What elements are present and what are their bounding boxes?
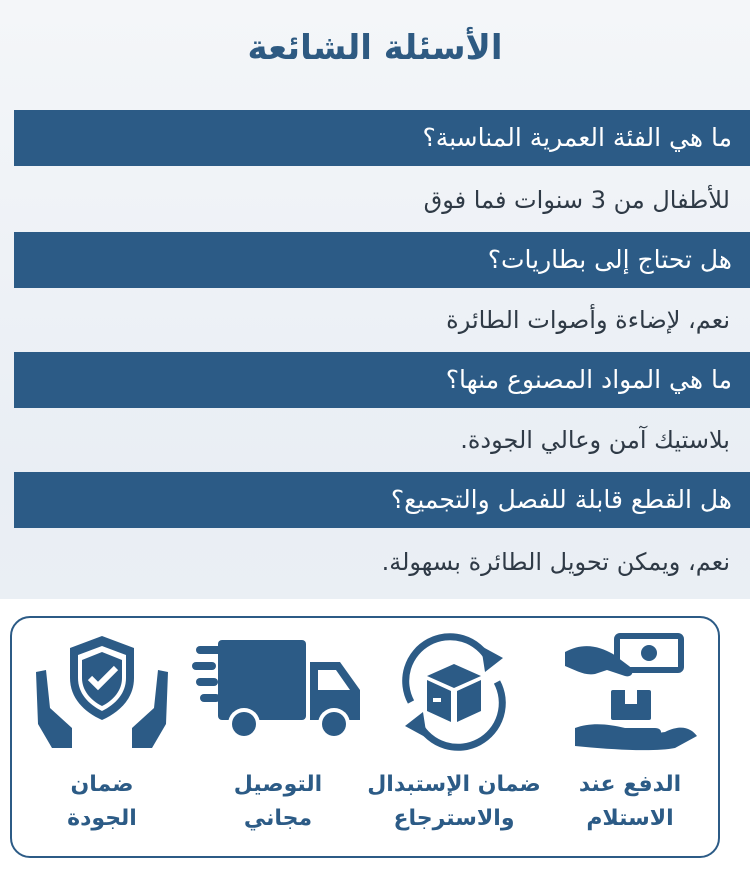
- features-section: [0, 599, 750, 875]
- quality-shield-hands-icon: [32, 632, 172, 752]
- delivery-truck-icon: [188, 632, 368, 752]
- faq-question-2: هل تحتاج إلى بطاريات؟: [14, 232, 750, 288]
- faq-answer-1: للأطفال من 3 سنوات فما فوق: [423, 186, 730, 214]
- feature-label-cash: الدفع عند الاستلام: [578, 772, 682, 831]
- faq-question-3: ما هي المواد المصنوع منها؟: [14, 352, 750, 408]
- features-panel: [10, 616, 720, 858]
- faq-answer-2: نعم، لإضاءة وأصوات الطائرة: [446, 306, 730, 334]
- faq-answer-4: نعم، ويمكن تحويل الطائرة بسهولة.: [381, 548, 730, 576]
- feature-quality-guarantee: [14, 618, 190, 856]
- faq-question-4: هل القطع قابلة للفصل والتجميع؟: [14, 472, 750, 528]
- box-exchange-arrows-icon: [389, 632, 519, 752]
- faq-question-1: ما هي الفئة العمرية المناسبة؟: [14, 110, 750, 166]
- feature-exchange-return: [366, 618, 542, 856]
- feature-label-delivery: التوصيل مجاني: [233, 772, 323, 831]
- faq-answer-3: بلاستيك آمن وعالي الجودة.: [460, 426, 730, 454]
- feature-label-exchange: ضمان الإستبدال والاسترجاع: [367, 772, 541, 831]
- page-title: الأسئلة الشائعة: [247, 28, 503, 68]
- feature-cash-on-delivery: [542, 618, 718, 856]
- feature-free-delivery: [190, 618, 366, 856]
- cash-payment-hand-icon: [555, 632, 705, 752]
- feature-label-quality: ضمان الجودة: [67, 772, 137, 831]
